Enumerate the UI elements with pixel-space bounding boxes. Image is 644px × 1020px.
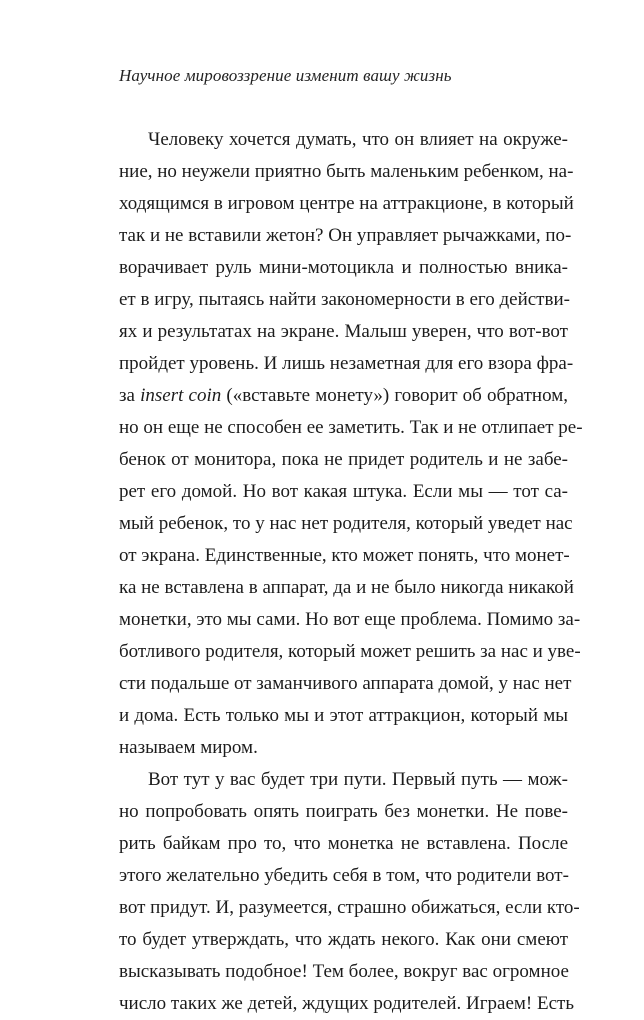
text-line: пройдет уровень. И лишь незаметная для его взора фра- (119, 353, 574, 374)
paragraph (119, 764, 580, 1020)
text-line: но он еще не способен ее заметить. Так и не отлипает ре- (119, 417, 583, 438)
text-line: ка не вставлена в аппарат, да и не было никогда никакой (119, 577, 574, 598)
text-line: и дома. Есть только мы и этот аттракцион, который мы (119, 705, 568, 726)
text-line: рет его домой. Но вот какая штука. Если мы — тот са- (119, 481, 568, 502)
text-line: но попробовать опять поиграть без монетки. Не пове- (119, 801, 568, 822)
body-text (119, 124, 583, 1020)
text-line: от экрана. Единственные, кто может понять, что монет- (119, 545, 570, 566)
text-line: ходящимся в игровом центре на аттракционе, в который (119, 193, 574, 214)
text-line: называем миром. (119, 737, 258, 758)
text-line: Человеку хочется думать, что он влияет на окруже- (148, 129, 568, 150)
text-line: число таких же детей, ждущих родителей. Играем! Есть (119, 993, 575, 1014)
text-line: ях и результатах на экране. Малыш уверен, что вот-вот (119, 321, 568, 342)
text-segment: («вставьте монету») говорит об обратном, (221, 385, 568, 406)
text-line: мый ребенок, то у нас нет родителя, который уведет нас (119, 513, 573, 534)
text-line: монетки, это мы сами. Но вот еще проблема. Помимо за- (119, 609, 581, 630)
text-line: ние, но неужели приятно быть маленьким ребенком, на- (119, 161, 574, 182)
text-line: так и не вставили жетон? Он управляет рычажками, по- (119, 225, 572, 246)
text-segment: за (119, 385, 141, 406)
text-line: этого желательно убедить себя в том, что родители вот- (119, 865, 569, 886)
text-line: ет в игру, пытаясь найти закономерности в его действи- (119, 289, 570, 310)
text-line: бенок от монитора, пока не придет родитель и не забе- (119, 449, 568, 470)
text-line: ворачивает руль мини-мотоцикла и полностью вника- (119, 257, 568, 278)
text-line: сти подальше от заманчивого аппарата домой, у нас нет (119, 673, 572, 694)
emphasized-term: insert coin (140, 385, 222, 406)
text-line: вот придут. И, разумеется, страшно обижаться, если кто- (119, 897, 580, 918)
text-line (119, 380, 568, 412)
text-line: рить байкам про то, что монетка не вставлена. После (119, 833, 568, 854)
running-head: Научное мировоззрение изменит вашу жизнь (119, 66, 452, 85)
text-line: то будет утверждать, что ждать некого. Как они смеют (119, 929, 568, 950)
text-line: ботливого родителя, который может решить за нас и уве- (119, 641, 581, 662)
paragraph (119, 124, 583, 764)
text-line: Вот тут у вас будет три пути. Первый путь — мож- (148, 769, 568, 790)
text-line: высказывать подобное! Тем более, вокруг вас огромное (119, 961, 569, 982)
